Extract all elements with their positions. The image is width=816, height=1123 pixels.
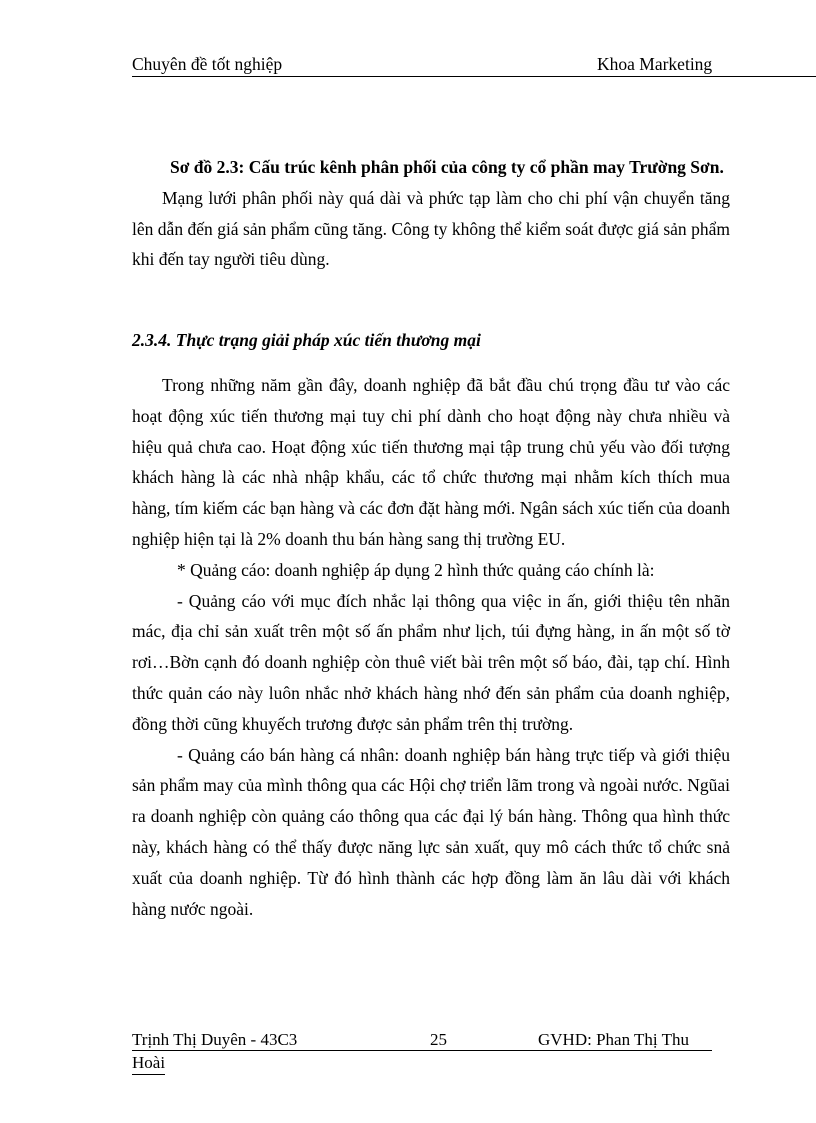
page-content <box>132 152 730 924</box>
section-heading: 2.3.4. Thực trạng giải pháp xúc tiến thương mại <box>132 330 481 351</box>
body-paragraph-3: - Quảng cáo với mục đích nhắc lại thông qua việc in ấn, giới thiệu tên nhãn mác, địa chỉ sản xuất trên một số ấn phẩm như lịch, túi đựng hàng, in ấn một số tờ rơi…Bờn cạnh đó doanh nghiệp còn thuê viết bài trên một số báo, đài, tạp chí. Hình thức quản cáo này luôn nhắc nhở khách hàng nhớ đến sản phẩm của doanh nghiệp, đồng thời cũng khuyếch trương được sản phẩm trên thị trường. <box>132 590 730 734</box>
footer-row <box>132 1028 712 1051</box>
intro-paragraph: Mạng lưới phân phối này quá dài và phức tạp làm cho chi phí vận chuyển tăng lên dẫn đến giá sản phẩm cũng tăng. Công ty không thể kiểm soát được giá sản phẩm khi đến tay người tiêu dùng. <box>132 187 730 270</box>
header-right-text: Khoa Marketing <box>597 54 713 74</box>
header-left-text: Chuyên đề tốt nghiệp <box>132 54 283 74</box>
footer-advisor-continued: Hoài <box>132 1052 165 1075</box>
footer-author: Trịnh Thị Duyên - 43C3 <box>132 1030 298 1049</box>
page-header <box>132 54 816 77</box>
page-footer <box>132 1028 712 1075</box>
figure-caption: Sơ đồ 2.3: Cấu trúc kênh phân phối của công ty cổ phần may Trường Sơn. <box>170 157 724 177</box>
page-number: 25 <box>430 1030 447 1049</box>
body-paragraph-2: * Quảng cáo: doanh nghiệp áp dụng 2 hình thức quảng cáo chính là: <box>177 559 655 580</box>
body-paragraph-1: Trong những năm gần đây, doanh nghiệp đã bắt đầu chú trọng đầu tư vào các hoạt động xúc tiến thương mại tuy chi phí dành cho hoạt động này chưa nhiều và hiệu quả chưa cao. Hoạt động xúc tiến thương mại tập trung chủ yếu vào đối tượng khách hàng là các nhà nhập khẩu, các tổ chức thương mại nhằm kích thích mua hàng, tím kiếm các bạn hàng và các đơn đặt hàng mới. Ngân sách xúc tiến của doanh nghiệp hiện tại là 2% doanh thu bán hàng sang thị trường EU. <box>132 374 730 549</box>
footer-advisor: GVHD: Phan Thị Thu <box>538 1030 689 1049</box>
body-paragraph-4: - Quảng cáo bán hàng cá nhân: doanh nghiệp bán hàng trực tiếp và giới thiệu sản phẩm may của mình thông qua các Hội chợ triển lãm trong và ngoài nước. Ngũai ra doanh nghiệp còn quảng cáo thông qua các đại lý bán hàng. Thông qua hình thức này, khách hàng có thể thấy được năng lực sản xuất, quy mô cách thức tổ chức snả xuất của doanh nghiệp. Từ đó hình thành các hợp đồng làm ăn lâu dài với khách hàng nước ngoài. <box>132 744 730 919</box>
